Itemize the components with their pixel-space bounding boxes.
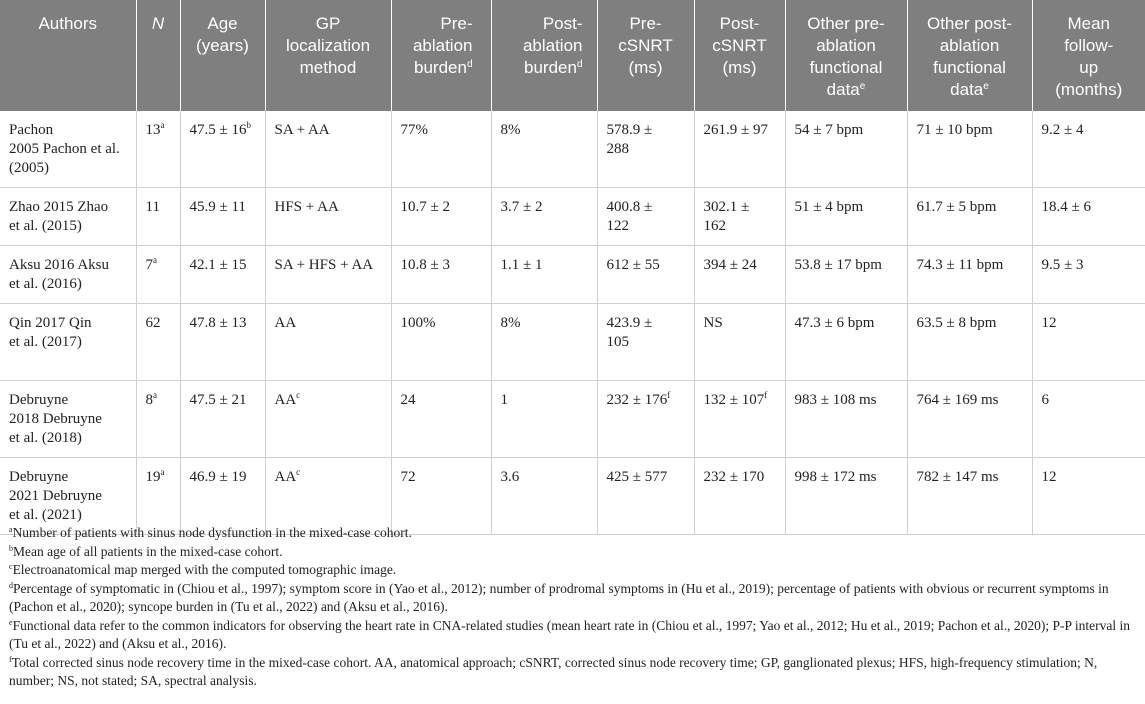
cell-post-burden: 1.1 ± 1	[491, 246, 597, 304]
cell-n: 11	[136, 188, 180, 246]
cell-pre-csnrt: $232 \pm 176^f$	[597, 381, 694, 458]
table-row	[0, 381, 1145, 458]
cell-pre-burden: 100%	[391, 304, 491, 381]
cell-pre-csnrt: 425 ± 577	[597, 458, 694, 535]
cell-authors: Pachon 2005 Pachon et al. (2005)	[0, 111, 136, 188]
header-post-csnrt: Post- cSNRT (ms)	[694, 0, 785, 111]
table-row	[0, 246, 1145, 304]
cell-pre-burden: 24	[391, 381, 491, 458]
cell-method: SA + AA	[265, 111, 391, 188]
cell-pre-csnrt: 612 ± 55	[597, 246, 694, 304]
header-pre-burden: Pre- ablation burden$^d$	[391, 0, 491, 111]
header-post-burden: Post- ablation burden$^d$	[491, 0, 597, 111]
header-pre-csnrt: Pre- cSNRT (ms)	[597, 0, 694, 111]
cell-other-pre: 983 ± 108 ms	[785, 381, 907, 458]
cell-post-burden: 8%	[491, 111, 597, 188]
cell-n: 7$^a$	[136, 246, 180, 304]
cell-other-post: 764 ± 169 ms	[907, 381, 1032, 458]
header-row	[0, 0, 1145, 111]
cell-pre-burden: 10.7 ± 2	[391, 188, 491, 246]
footnote: $^a$Number of patients with sinus node dysfunction in the mixed-case cohort.	[9, 525, 412, 540]
cell-age: $47.5 \pm 16^b$	[180, 111, 265, 188]
cell-other-pre: 51 ± 4 bpm	[785, 188, 907, 246]
cell-n: 62	[136, 304, 180, 381]
footnote: $^e$Functional data refer to the common indicators for observing the heart rate in CNA-related studies (mean heart rate in (Chiou et al., 1997; Yao et al., 2012; Hu et al., 2019; Pachon et al., 2020); P-P interval in (Tu et al., 2022) and (Aksu et al., 2016).	[9, 617, 1131, 651]
cell-post-csnrt: 232 ± 170	[694, 458, 785, 535]
cell-pre-csnrt: 423.9 ± 105	[597, 304, 694, 381]
header-other-post: Other post- ablation functional data$^e$	[907, 0, 1032, 111]
cell-authors: Aksu 2016 Aksu et al. (2016)	[0, 246, 136, 304]
cell-other-post: 61.7 ± 5 bpm	[907, 188, 1032, 246]
header-gp-method: GP localization method	[265, 0, 391, 111]
cell-followup: 12	[1032, 304, 1145, 381]
cell-post-csnrt: 394 ± 24	[694, 246, 785, 304]
cell-other-post: 74.3 ± 11 bpm	[907, 246, 1032, 304]
cell-other-post: 63.5 ± 8 bpm	[907, 304, 1032, 381]
cell-other-pre: 998 ± 172 ms	[785, 458, 907, 535]
cell-age: 45.9 ± 11	[180, 188, 265, 246]
cell-post-burden: 3.6	[491, 458, 597, 535]
cell-other-pre: 54 ± 7 bpm	[785, 111, 907, 188]
cell-method: $AA^c$	[265, 458, 391, 535]
cell-other-pre: 47.3 ± 6 bpm	[785, 304, 907, 381]
header-n: N	[136, 0, 180, 111]
cell-other-pre: 53.8 ± 17 bpm	[785, 246, 907, 304]
cell-pre-burden: 72	[391, 458, 491, 535]
cell-pre-csnrt: 400.8 ± 122	[597, 188, 694, 246]
footnote: $^d$Percentage of symptomatic in (Chiou et al., 1997); symptom score in (Yao et al., 2012); number of prodromal symptoms in (Hu et al., 2019); percentage of patients with obvious or recurrent symptoms in (Pachon et al., 2020); syncope burden in (Tu et al., 2022) and (Aksu et al., 2016).	[9, 580, 1109, 614]
cell-post-burden: 1	[491, 381, 597, 458]
cell-age: 47.8 ± 13	[180, 304, 265, 381]
cell-post-csnrt: $132 \pm 107^f$	[694, 381, 785, 458]
footnote: $^f$Total corrected sinus node recovery time in the mixed-case cohort. AA, anatomical approach; cSNRT, corrected sinus node recovery time; GP, ganglionated plexus; HFS, high-frequency stimulation; N, number; NS, not stated; SA, spectral analysis.	[9, 654, 1098, 688]
cell-age: 42.1 ± 15	[180, 246, 265, 304]
cell-pre-csnrt: 578.9 ± 288	[597, 111, 694, 188]
cell-other-post: 71 ± 10 bpm	[907, 111, 1032, 188]
header-other-pre: Other pre- ablation functional data$^e$	[785, 0, 907, 111]
footnote: $^c$Electroanatomical map merged with the computed tomographic image.	[9, 562, 397, 577]
cell-pre-burden: 10.8 ± 3	[391, 246, 491, 304]
cell-post-burden: 3.7 ± 2	[491, 188, 597, 246]
cell-authors: Qin 2017 Qin et al. (2017)	[0, 304, 136, 381]
table-row	[0, 111, 1145, 188]
cell-age: 46.9 ± 19	[180, 458, 265, 535]
cell-post-csnrt: 261.9 ± 97	[694, 111, 785, 188]
cell-followup: 9.2 ± 4	[1032, 111, 1145, 188]
cell-followup: 12	[1032, 458, 1145, 535]
cell-n: 13$^a$	[136, 111, 180, 188]
cell-n: 8$^a$	[136, 381, 180, 458]
cell-followup: 18.4 ± 6	[1032, 188, 1145, 246]
cell-method: SA + HFS + AA	[265, 246, 391, 304]
cell-other-post: 782 ± 147 ms	[907, 458, 1032, 535]
cell-method: AA	[265, 304, 391, 381]
footnotes	[9, 524, 1139, 691]
cell-post-burden: 8%	[491, 304, 597, 381]
cell-post-csnrt: NS	[694, 304, 785, 381]
table-row	[0, 188, 1145, 246]
cell-authors: Debruyne 2018 Debruyne et al. (2018)	[0, 381, 136, 458]
cell-n: 19$^a$	[136, 458, 180, 535]
cell-followup: 9.5 ± 3	[1032, 246, 1145, 304]
table-row	[0, 304, 1145, 381]
footnote: $^b$Mean age of all patients in the mixed-case cohort.	[9, 543, 283, 559]
cell-followup: 6	[1032, 381, 1145, 458]
header-followup: Mean follow- up (months)	[1032, 0, 1145, 111]
cell-post-csnrt: 302.1 ± 162	[694, 188, 785, 246]
cell-method: HFS + AA	[265, 188, 391, 246]
header-authors: Authors	[0, 0, 136, 111]
cell-authors: Zhao 2015 Zhao et al. (2015)	[0, 188, 136, 246]
cell-age: 47.5 ± 21	[180, 381, 265, 458]
cell-method: $AA^c$	[265, 381, 391, 458]
header-age: Age (years)	[180, 0, 265, 111]
cell-authors: Debruyne 2021 Debruyne et al. (2021)	[0, 458, 136, 535]
cell-pre-burden: 77%	[391, 111, 491, 188]
table-row	[0, 458, 1145, 535]
